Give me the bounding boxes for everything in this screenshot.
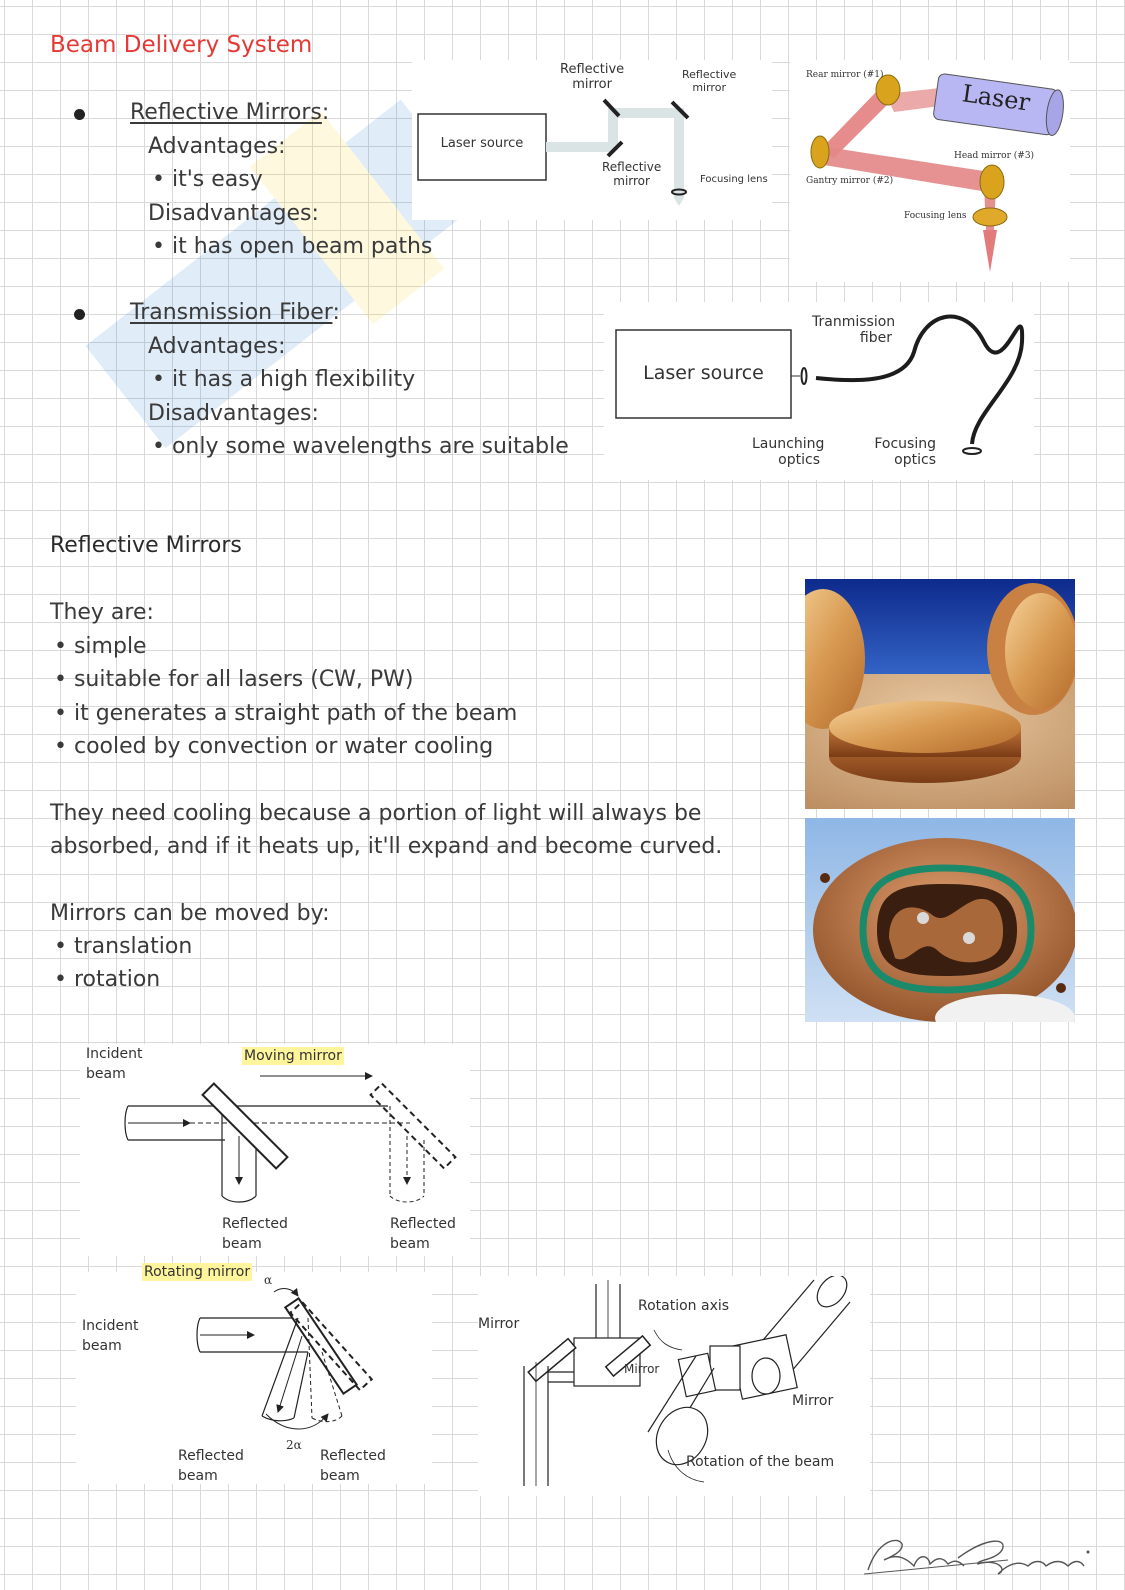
mirrors-adv-item: • it's easy [152, 167, 263, 192]
rotation-axis-diagram [478, 1276, 870, 1496]
copper-mirrors-photo [805, 579, 1075, 809]
list-item: • cooled by convection or water cooling [54, 734, 494, 759]
page-title: Beam Delivery System [50, 32, 313, 58]
mirrors-adv-label: Advantages: [148, 134, 286, 159]
mirror-label-top-left: Reflective mirror [560, 62, 625, 92]
mirror-label: Mirror [624, 1362, 660, 1376]
mirrors-dis-label: Disadvantages: [148, 201, 319, 226]
list-item: • it generates a straight path of the beam [54, 701, 518, 726]
mirror-label-bottom: Reflective mirror [602, 160, 662, 188]
mirror-label-top-right: Reflective mirror [682, 68, 737, 94]
laser-source-label: Laser source [440, 136, 524, 151]
rotating-mirror-label: Rotating mirror [144, 1264, 251, 1280]
fiber-dis-item: • only some wavelengths are suitable [152, 434, 569, 459]
mirror-path-diagram [412, 60, 772, 220]
laser-label: Laser [960, 79, 1032, 117]
mirror-label: Mirror [792, 1393, 834, 1409]
moving-mirror-label: Moving mirror [244, 1048, 342, 1064]
reflected-beam-label: Reflected beam [390, 1216, 456, 1252]
transmission-fiber-label: Tranmission fiber [812, 314, 896, 346]
focusing-optics-label: Focusing optics [874, 436, 936, 468]
mirrors-dis-item: • it has open beam paths [152, 234, 433, 259]
fiber-adv-label: Advantages: [148, 334, 286, 359]
fiber-diagram [604, 302, 1034, 480]
reflected-beam-label: Reflected beam [320, 1448, 386, 1484]
fiber-adv-item: • it has a high flexibility [152, 367, 416, 392]
moved-intro-text: Mirrors can be moved by: [50, 901, 330, 926]
moving-mirror-diagram [80, 1044, 470, 1256]
mirrors-title-line [130, 96, 329, 130]
gantry-laser-diagram [790, 60, 1070, 282]
intro-text: They are: [50, 600, 154, 625]
incident-beam-label: Incident beam [86, 1046, 143, 1082]
launching-optics-label: Launching optics [752, 436, 825, 468]
cooling-text-line2: absorbed, and if it heats up, it'll expand and become curved. [50, 834, 723, 859]
fiber-title: Transmission Fiber [130, 300, 333, 325]
cooling-text-line1: They need cooling because a portion of light will always be [50, 801, 702, 826]
cooled-mirror-photo [805, 818, 1075, 1022]
two-alpha-label: 2α [286, 1438, 302, 1452]
rotation-axis-label: Rotation axis [638, 1298, 730, 1314]
focusing-lens-label: Focusing lens [700, 174, 768, 185]
reflected-beam-label: Reflected beam [178, 1448, 244, 1484]
fiber-dis-label: Disadvantages: [148, 401, 319, 426]
list-item: • suitable for all lasers (CW, PW) [54, 667, 414, 692]
rear-mirror-label: Rear mirror (#1) [806, 70, 884, 80]
fiber-title-colon: : [332, 300, 340, 325]
mirrors-title: Reflective Mirrors [130, 100, 322, 125]
alpha-label: α [264, 1273, 273, 1287]
mirrors-title-colon: : [321, 100, 330, 125]
fiber-laser-source-label: Laser source [643, 362, 764, 384]
head-mirror-label: Head mirror (#3) [954, 151, 1035, 161]
list-item: • rotation [54, 967, 161, 992]
signature [858, 1530, 1108, 1582]
mirror-label: Mirror [478, 1316, 520, 1332]
bullet-dot [74, 109, 85, 120]
reflected-beam-label: Reflected beam [222, 1216, 288, 1252]
bullet-dot [74, 309, 85, 320]
gantry-focusing-lens-label: Focusing lens [904, 211, 967, 221]
section-heading: Reflective Mirrors [50, 533, 242, 558]
incident-beam-label: Incident beam [82, 1318, 139, 1354]
rotating-mirror-diagram [76, 1264, 432, 1484]
list-item: • simple [54, 634, 147, 659]
gantry-mirror-label: Gantry mirror (#2) [806, 176, 894, 186]
list-item: • translation [54, 934, 193, 959]
rotation-of-beam-label: Rotation of the beam [686, 1454, 835, 1470]
fiber-title-line [130, 296, 340, 330]
